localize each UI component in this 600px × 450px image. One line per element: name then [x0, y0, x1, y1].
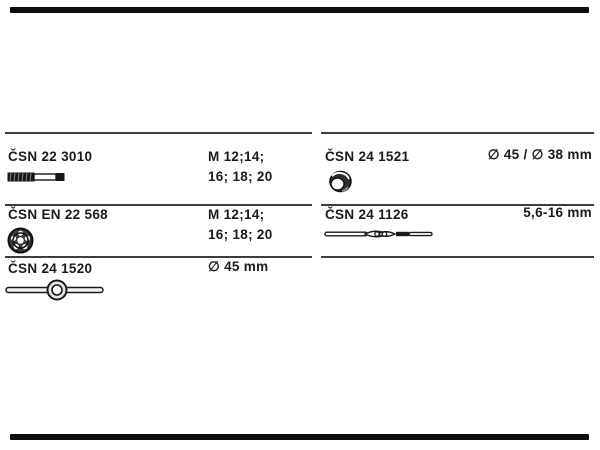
tap-wrench-icon	[324, 226, 434, 242]
standard-code: ČSN 22 3010	[8, 149, 93, 164]
size-spec-line2: 16; 18; 20	[208, 169, 273, 184]
size-spec-line1: M 12;14;	[208, 207, 265, 222]
size-spec: 5,6-16 mm	[523, 205, 592, 220]
bottom-rule	[10, 434, 589, 440]
size-spec: ∅ 45 / ∅ 38 mm	[487, 147, 592, 162]
right-col-divider-1	[321, 132, 594, 134]
size-spec	[208, 147, 273, 187]
top-rule	[10, 7, 589, 13]
size-spec	[208, 205, 273, 245]
right-col-divider-3	[321, 256, 594, 258]
size-spec: ∅ 45 mm	[208, 259, 269, 274]
left-col-divider-1	[5, 132, 312, 134]
size-spec-line2: 16; 18; 20	[208, 227, 273, 242]
size-spec-line1: M 12;14;	[208, 149, 265, 164]
standard-code: ČSN EN 22 568	[8, 207, 108, 222]
standard-code: ČSN 24 1520	[8, 261, 93, 276]
die-stock-icon	[5, 279, 105, 301]
round-die-icon	[7, 227, 34, 254]
left-col-divider-3	[5, 256, 312, 258]
standard-code: ČSN 24 1126	[325, 207, 409, 222]
standard-code: ČSN 24 1521	[325, 149, 410, 164]
hand-tap-icon	[7, 171, 65, 183]
die-bushing-icon	[326, 169, 353, 196]
